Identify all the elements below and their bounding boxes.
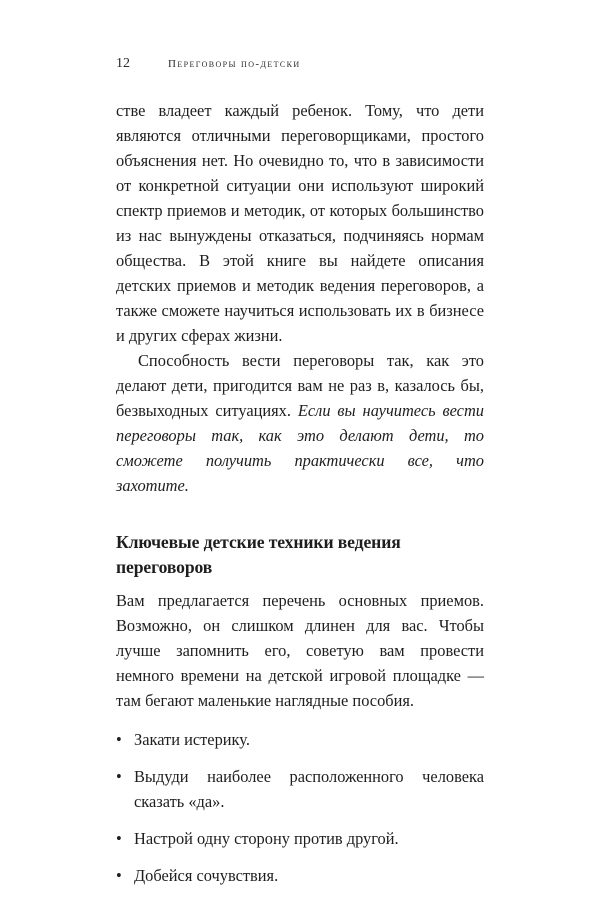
page-content	[116, 98, 484, 900]
body-paragraph-1: стве владеет каждый ребенок. Тому, что дети являются отличными переговорщиками, простого объяснения нет. Но очевидно то, что в зависимости от конкретной ситуации они используют широкий спектр приемов и методик, от которых большинство из нас вынуждены отказаться, подчиняясь нормам общества. В этой книге вы найдете описания детских приемов и методик ведения переговоров, а также сможете научиться использовать их в бизнесе и других сферах жизни.	[116, 101, 484, 345]
list-item-text: Добейся сочувствия.	[134, 866, 279, 885]
list-item-text: Закати истерику.	[134, 730, 250, 749]
list-item	[116, 826, 484, 851]
bullet-icon: •	[116, 866, 122, 885]
technique-list	[116, 727, 484, 888]
bullet-icon: •	[116, 829, 122, 848]
list-item-text: Выдуди наиболее расположенного человека сказать «да».	[134, 767, 484, 811]
bullet-icon: •	[116, 730, 122, 749]
list-item	[116, 764, 484, 814]
paragraph-2-plain: Способность вести переговоры так, как это делают дети, пригодится вам не раз в, казалось бы, безвыходных ситуациях.	[116, 351, 484, 420]
running-title: Переговоры по-детски	[168, 58, 301, 70]
body-paragraph-2	[116, 348, 484, 498]
page-number: 12	[116, 56, 130, 71]
section-intro: Вам предлагается перечень основных приемов. Возможно, он слишком длинен для вас. Чтобы лучше запомнить его, советую вам провести немного времени на детской игровой площадке — там бегают маленькие наглядные пособия.	[116, 591, 484, 710]
page-header	[116, 56, 301, 72]
section-heading: Ключевые детские техники ведения переговоров	[116, 532, 401, 577]
list-item	[116, 863, 484, 888]
bullet-icon: •	[116, 767, 122, 786]
list-item-text: Настрой одну сторону против другой.	[134, 829, 399, 848]
list-item	[116, 727, 484, 752]
paragraph-2-italic: Если вы научитесь вести переговоры так, как это делают дети, то сможете получить практически все, что захотите.	[116, 401, 484, 495]
